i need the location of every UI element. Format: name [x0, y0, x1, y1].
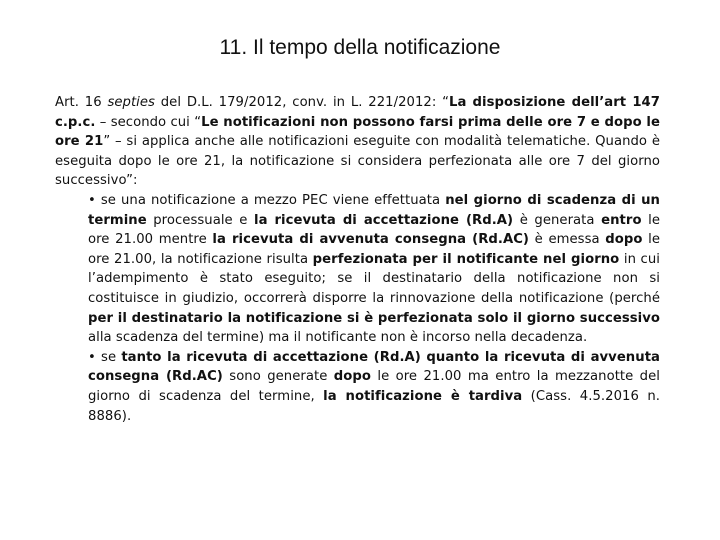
- bullet-item-2: [88, 348, 660, 426]
- intro-text: Art. 16: [55, 95, 108, 110]
- intro-italic: septies: [107, 95, 155, 110]
- bullet-bold: la notificazione è tardiva: [323, 388, 523, 404]
- bullet-text: processuale e: [146, 212, 254, 228]
- intro-text: – secondo cui “: [95, 114, 202, 130]
- intro-bold: La disposizione dell’art 147 c.p.c.: [55, 95, 660, 130]
- bullet-text: alla scadenza del termine) ma il notificante non è incorso nella decadenza.: [88, 330, 588, 346]
- bullet-text: in cui l’adempimento è stato eseguito; se il destinatario della notificazione non si costituisce in giudizio, occorrerà disporre la rinnovazione della notificazione (perché: [88, 251, 660, 306]
- bullet-text: • se: [88, 349, 122, 365]
- bullet-text: è generata: [513, 212, 602, 228]
- bullet-text: le ore 21.00, la notificazione risulta: [88, 232, 660, 267]
- intro-paragraph: [55, 93, 660, 191]
- slide-body: [55, 93, 660, 426]
- bullet-text: sono generate: [222, 369, 334, 385]
- bullet-bold: per il destinatario la notificazione si è perfezionata solo il giorno successivo: [88, 310, 660, 326]
- bullet-bold: entro: [601, 212, 642, 228]
- bullet-text: • se una notificazione a mezzo PEC viene effettuata: [88, 192, 446, 208]
- bullet-bold: nel giorno di scadenza di un termine: [88, 192, 660, 228]
- bullet-bold: tanto la ricevuta di accettazione (Rd.A) quanto la ricevuta di avvenuta consegna (Rd.AC): [88, 349, 660, 385]
- bullet-text: è emessa: [529, 232, 606, 248]
- intro-text: ” – si applica anche alle notificazioni eseguite con modalità telematiche. Quando è eseguita dopo le ore 21, la notificazione si considera perfezionata alle ore 7 del giorno successivo: [55, 134, 660, 189]
- intro-text: ”:: [126, 173, 138, 189]
- bullet-bold: perfezionata per il notificante nel giorno: [312, 251, 620, 267]
- intro-text: del D.L. 179/2012, conv. in L. 221/2012: “: [154, 95, 449, 110]
- bullet-text: le ore 21.00 ma entro la mezzanotte del giorno di scadenza del termine,: [88, 369, 660, 404]
- intro-bold: Le notificazioni non possono farsi prima delle ore 7 e dopo le ore 21: [55, 114, 660, 150]
- bullet-text: (Cass. 4.5.2016 n. 8886).: [88, 388, 660, 424]
- bullet-bold: la ricevuta di avvenuta consegna (Rd.AC): [212, 232, 530, 248]
- bullet-bold: la ricevuta di accettazione (Rd.A): [254, 212, 514, 228]
- bullet-bold: dopo: [333, 369, 371, 385]
- bullet-text: le ore 21.00 mentre: [88, 212, 661, 248]
- bullet-item-1: [88, 191, 660, 348]
- slide-title: 11. Il tempo della notificazione: [219, 36, 501, 59]
- bullet-bold: dopo: [605, 232, 643, 248]
